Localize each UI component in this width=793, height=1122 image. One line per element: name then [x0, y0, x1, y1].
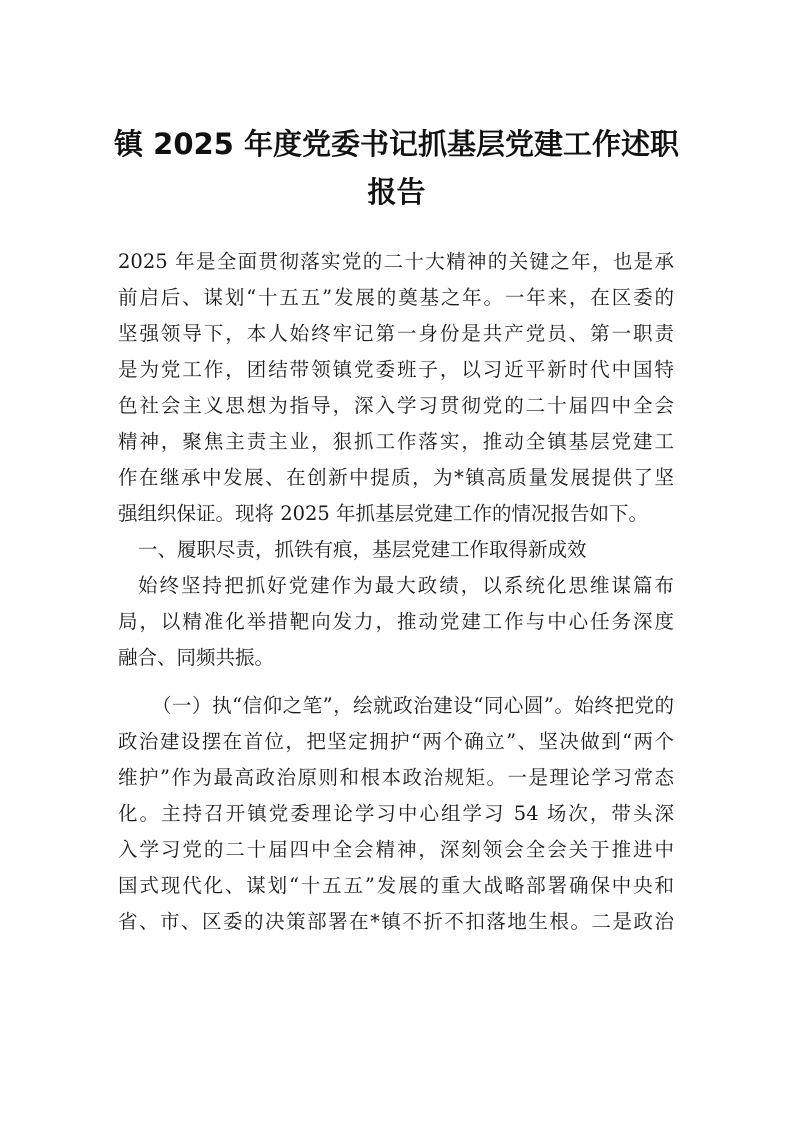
paragraph-1-line-2: 前启后、谋划“十五五”发展的奠基之年。一年来，在区委的: [118, 286, 674, 309]
paragraph-3-line-7: 省、市、区委的决策部署在*镇不折不扣落地生根。二是政治: [118, 910, 674, 933]
paragraph-3-line-5: 入学习党的二十届四中全会精神，深刻领会全会关于推进中: [118, 838, 674, 861]
paragraph-2-line-1: 始终坚持把抓好党建作为最大政绩，以系统化思维谋篇布: [138, 574, 674, 597]
paragraph-3-line-2: 政治建设摆在首位，把坚定拥护“两个确立”、坚决做到“两个: [118, 730, 674, 753]
paragraph-3-line-4: 化。主持召开镇党委理论学习中心组学习 54 场次，带头深: [118, 802, 674, 825]
paragraph-1-line-5: 色社会主义思想为指导，深入学习贯彻党的二十届四中全会: [118, 394, 674, 417]
paragraph-1-line-8: 强组织保证。现将 2025 年抓基层党建工作的情况报告如下。: [118, 502, 649, 525]
paragraph-1-line-6: 精神，聚焦主责主业，狠抓工作落实，推动全镇基层党建工: [118, 430, 674, 453]
paragraph-1-line-4: 是为党工作，团结带领镇党委班子，以习近平新时代中国特: [118, 358, 674, 381]
paragraph-2-line-3: 融合、同频共振。: [118, 646, 275, 669]
paragraph-2-line-2: 局，以精准化举措靶向发力，推动党建工作与中心任务深度: [118, 610, 674, 633]
paragraph-1-line-3: 坚强领导下，本人始终牢记第一身份是共产党员、第一职责: [118, 322, 674, 345]
document-title-line-1: 镇 2025 年度党委书记抓基层党建工作述职: [114, 127, 679, 161]
section-heading-1: 一、履职尽责，抓铁有痕，基层党建工作取得新成效: [138, 538, 587, 561]
paragraph-3-line-3: 维护”作为最高政治原则和根本政治规矩。一是理论学习常态: [118, 766, 674, 789]
document-title-line-2: 报告: [367, 175, 426, 209]
paragraph-1-line-1: 2025 年是全面贯彻落实党的二十大精神的关键之年，也是承: [118, 250, 674, 273]
paragraph-1-line-7: 作在继承中发展、在创新中提质，为*镇高质量发展提供了坚: [118, 466, 674, 489]
paragraph-3-line-6: 国式现代化、谋划“十五五”发展的重大战略部署确保中央和: [118, 874, 674, 897]
paragraph-3-line-1: （一）执“信仰之笔”，绘就政治建设“同心圆”。始终把党的: [152, 694, 674, 717]
